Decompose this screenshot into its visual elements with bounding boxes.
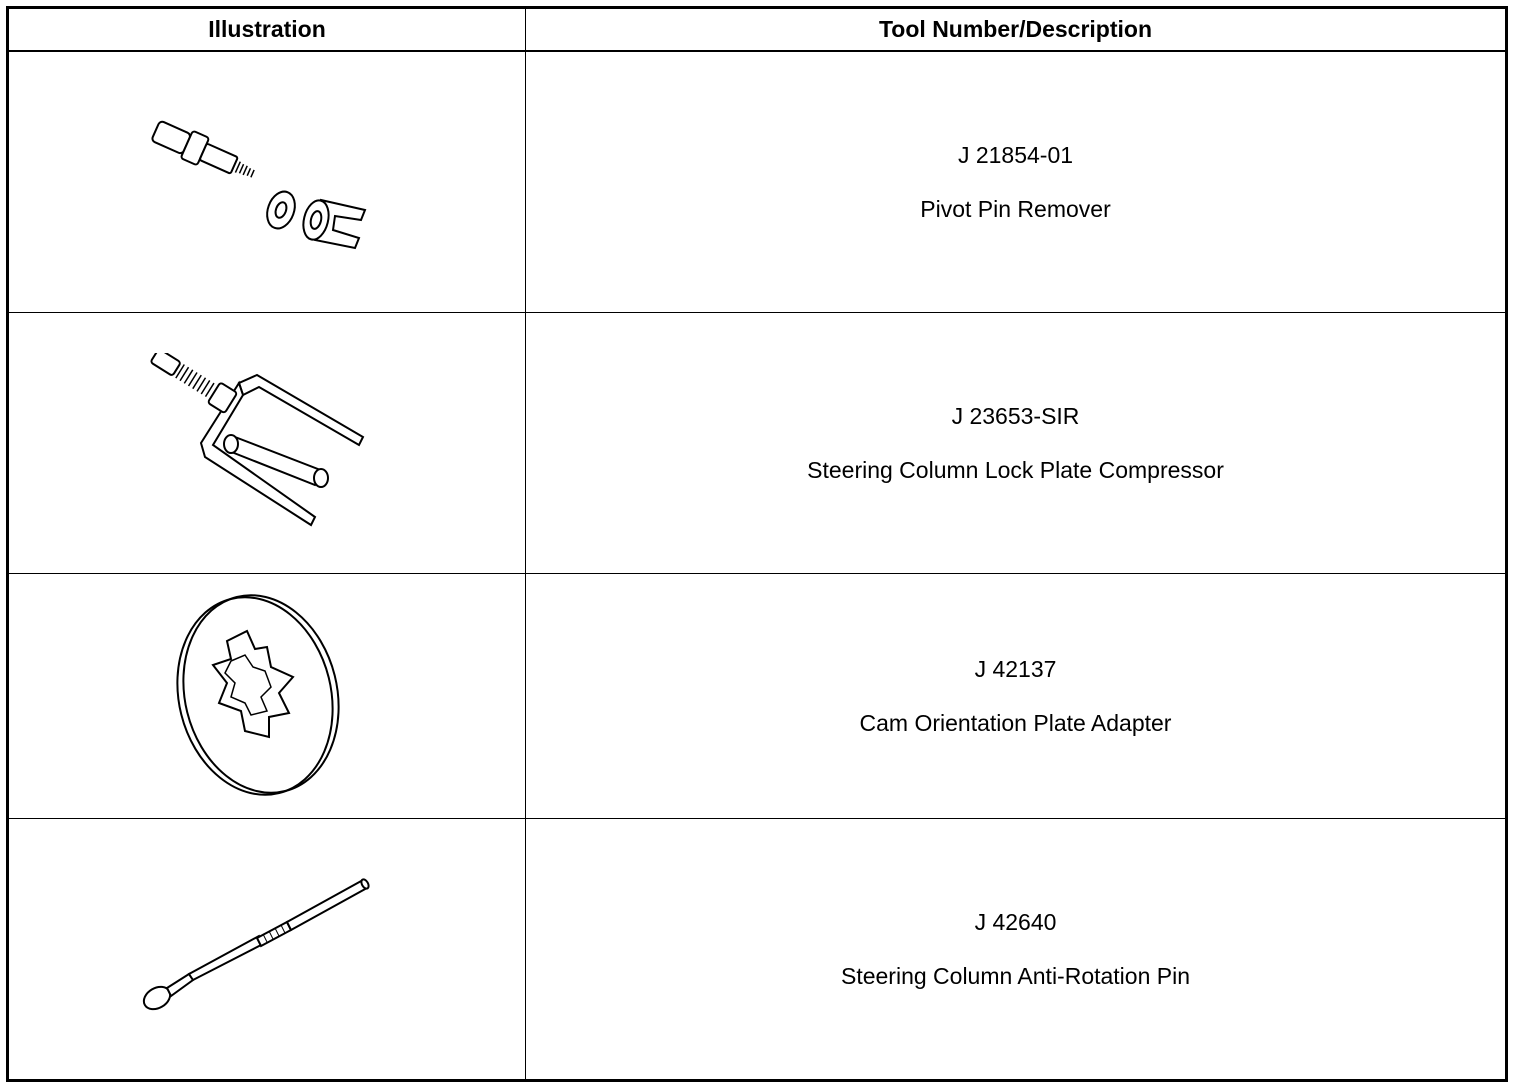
illustration-column-header: Illustration xyxy=(8,8,526,52)
tool-description-cell xyxy=(526,313,1507,574)
tool-number: J 42137 xyxy=(974,655,1057,682)
tool-description: Cam Orientation Plate Adapter xyxy=(859,709,1172,736)
tool-number: J 21854-01 xyxy=(957,141,1074,168)
tool-description-cell xyxy=(526,574,1507,819)
illustration-cell xyxy=(8,313,526,574)
tool-number: J 23653-SIR xyxy=(951,402,1080,429)
table-row xyxy=(8,819,1507,1081)
tool-description-cell xyxy=(526,51,1507,313)
illustration-cell xyxy=(8,51,526,313)
tool-description-cell xyxy=(526,819,1507,1081)
tool-description: Steering Column Anti-Rotation Pin xyxy=(840,962,1191,989)
table-row xyxy=(8,313,1507,574)
tool-number: J 42640 xyxy=(974,908,1057,935)
tool-description: Steering Column Lock Plate Compressor xyxy=(807,456,1224,483)
cam-orientation-plate-adapter-icon xyxy=(169,591,349,801)
table-header-row xyxy=(8,8,1507,52)
special-tools-table xyxy=(6,6,1508,1082)
lock-plate-compressor-icon xyxy=(139,353,379,533)
tool-description: Pivot Pin Remover xyxy=(920,195,1111,222)
anti-rotation-pin-icon xyxy=(139,874,379,1024)
table-row xyxy=(8,51,1507,313)
illustration-cell xyxy=(8,819,526,1081)
tool-column-header: Tool Number/Description xyxy=(526,8,1507,52)
pivot-pin-remover-icon xyxy=(139,112,379,252)
table-row xyxy=(8,574,1507,819)
illustration-cell xyxy=(8,574,526,819)
